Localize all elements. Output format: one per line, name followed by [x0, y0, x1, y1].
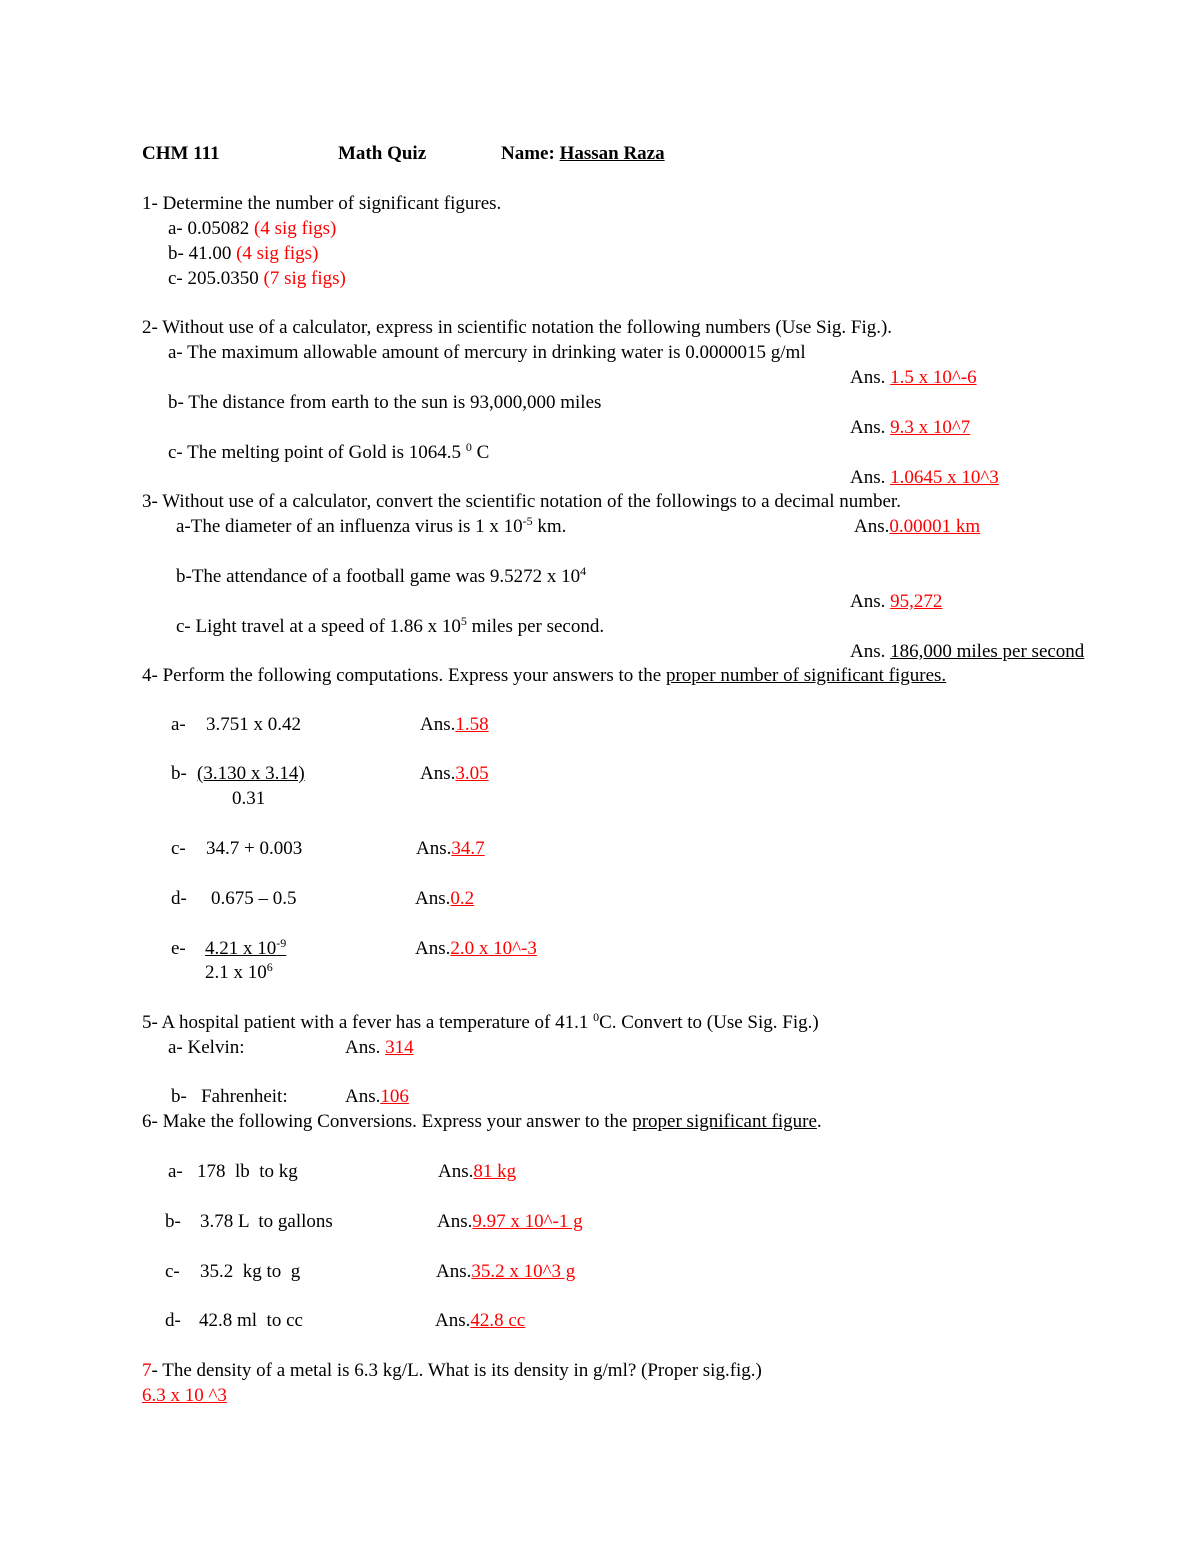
q2-c-text [168, 442, 489, 464]
ans-label: Ans. [345, 1037, 386, 1058]
q1-b-label: b- 41.00 [168, 243, 237, 264]
q3-c-answer [850, 641, 1084, 663]
q4-e-numerator [205, 938, 286, 960]
q2-c-answer [850, 467, 999, 489]
q4-a-value: 1.58 [455, 714, 489, 735]
q4-e-label: e- [171, 938, 186, 959]
q6-b-label: b- [165, 1211, 181, 1232]
q5-prompt [142, 1012, 819, 1034]
q3-c-text [176, 616, 604, 638]
q6-prompt-underlined: proper significant figure [632, 1111, 817, 1132]
q5-prompt-post: C. Convert to (Use Sig. Fig.) [599, 1012, 819, 1033]
q6-a-label: a- [168, 1161, 183, 1182]
q3-b-sup: 4 [580, 564, 587, 578]
q6-prompt [142, 1111, 822, 1133]
q4-e-value: 2.0 x 10^-3 [450, 938, 537, 959]
ans-label: Ans. [435, 1310, 471, 1331]
q2-b-value: 9.3 x 10^7 [890, 417, 971, 438]
q6-prompt-post: . [816, 1111, 822, 1132]
q4-d-label: d- [171, 888, 187, 909]
q4-c-answer [416, 838, 485, 860]
ans-label: Ans. [415, 938, 451, 959]
q6-d-label: d- [165, 1310, 181, 1331]
q6-b-answer [437, 1211, 583, 1233]
q1-a-answer: (4 sig figs) [254, 218, 337, 239]
q4-c-value: 34.7 [451, 838, 485, 859]
q7-prompt [142, 1360, 762, 1382]
q2-a-value: 1.5 x 10^-6 [890, 367, 977, 388]
q2-prompt: 2- Without use of a calculator, express in scientific notation the following numbers (Use Sig. Fig.). [142, 317, 893, 338]
ans-label: Ans. [850, 367, 891, 388]
q6-b-expr: 3.78 L to gallons [200, 1211, 333, 1232]
ans-label: Ans. [850, 467, 891, 488]
ans-label: Ans. [438, 1161, 474, 1182]
quiz-title: Math Quiz [338, 143, 427, 164]
q3-c-sup: 5 [460, 614, 467, 628]
q7-prompt-text: - The density of a metal is 6.3 kg/L. What is its density in g/ml? (Proper sig.fig.) [151, 1360, 762, 1381]
q3-b-answer [850, 591, 942, 613]
q4-d-value: 0.2 [450, 888, 475, 909]
q6-c-label: c- [165, 1261, 180, 1282]
q4-e-answer [415, 938, 537, 960]
q3-c-unit: miles per second. [466, 616, 605, 637]
q2-c-main: c- The melting point of Gold is 1064.5 [168, 442, 466, 463]
ans-label: Ans. [436, 1261, 472, 1282]
q3-b-value: 95,272 [890, 591, 943, 612]
q6-a-value: 81 kg [473, 1161, 517, 1182]
q4-b-value: 3.05 [455, 763, 489, 784]
q1-prompt: 1- Determine the number of significant figures. [142, 193, 502, 214]
ans-label: Ans. [420, 763, 456, 784]
q3-a-answer [854, 516, 980, 538]
ans-label: Ans. [415, 888, 451, 909]
q2-a-answer [850, 367, 977, 389]
ans-label: Ans. [850, 641, 891, 662]
q2-c-sup: 0 [465, 440, 472, 454]
q3-a-main: a-The diameter of an influenza virus is 1 x 10 [176, 516, 523, 537]
q6-c-expr: 35.2 kg to g [200, 1261, 301, 1282]
q4-e-denominator [205, 962, 273, 984]
q5-a-answer [345, 1037, 414, 1059]
q4-e-num-sup: -9 [276, 936, 287, 950]
q6-d-answer [435, 1310, 525, 1332]
q3-c-value: 186,000 miles per second [890, 641, 1085, 662]
q1-item-b [168, 243, 318, 265]
q5-a-value: 314 [385, 1037, 414, 1058]
q5-b-answer [345, 1086, 409, 1108]
q1-item-c [168, 268, 346, 290]
ans-label: Ans. [437, 1211, 473, 1232]
ans-label: Ans. [416, 838, 452, 859]
q3-b-text [176, 566, 586, 588]
q3-prompt: 3- Without use of a calculator, convert the scientific notation of the followings to a decimal number. [142, 491, 901, 512]
q3-a-sup: -5 [522, 514, 533, 528]
q4-a-label: a- [171, 714, 186, 735]
q5-b-value: 106 [380, 1086, 409, 1107]
q4-c-expr: 34.7 + 0.003 [206, 838, 303, 859]
q4-b-denominator: 0.31 [232, 788, 266, 809]
q7-number: 7 [142, 1360, 152, 1381]
q3-b-main: b-The attendance of a football game was 9.5272 x 10 [176, 566, 581, 587]
q1-item-a [168, 218, 336, 240]
student-name: Hassan Raza [559, 143, 665, 164]
q1-c-answer: (7 sig figs) [263, 268, 346, 289]
q6-d-expr: 42.8 ml to cc [199, 1310, 303, 1331]
q4-a-answer [420, 714, 489, 736]
q4-b-answer [420, 763, 489, 785]
q6-c-value: 35.2 x 10^3 g [471, 1261, 576, 1282]
q2-b-answer [850, 417, 970, 439]
q4-d-expr: 0.675 – 0.5 [211, 888, 297, 909]
q5-b-label: b- Fahrenheit: [171, 1086, 288, 1107]
q4-c-label: c- [171, 838, 186, 859]
ans-label: Ans. [850, 591, 891, 612]
q4-prompt-underlined: proper number of significant figures. [665, 665, 947, 686]
q3-c-main: c- Light travel at a speed of 1.86 x 10 [176, 616, 461, 637]
q6-prompt-text: 6- Make the following Conversions. Express your answer to the [142, 1111, 633, 1132]
q2-b-text: b- The distance from earth to the sun is 93,000,000 miles [168, 392, 602, 413]
name-label [501, 143, 665, 165]
q5-prompt-main: 5- A hospital patient with a fever has a temperature of 41.1 [142, 1012, 594, 1033]
q2-c-unit: C [471, 442, 490, 463]
q1-a-label: a- 0.05082 [168, 218, 255, 239]
q4-prompt [142, 665, 946, 687]
q5-a-label: a- Kelvin: [168, 1037, 245, 1058]
q6-a-answer [438, 1161, 516, 1183]
q4-e-num-main: 4.21 x 10 [205, 938, 277, 959]
q4-d-answer [415, 888, 474, 910]
q3-a-text [176, 516, 566, 538]
q4-a-expr: 3.751 x 0.42 [206, 714, 301, 735]
q4-b-label: b- [171, 763, 187, 784]
ans-label: Ans. [345, 1086, 381, 1107]
q2-a-text: a- The maximum allowable amount of mercury in drinking water is 0.0000015 g/ml [168, 342, 806, 363]
q7-answer: 6.3 x 10 ^3 [142, 1385, 227, 1406]
q4-b-numerator: (3.130 x 3.14) [197, 763, 305, 784]
q6-d-value: 42.8 cc [470, 1310, 526, 1331]
q4-e-den-sup: 6 [266, 960, 273, 974]
q2-c-value: 1.0645 x 10^3 [890, 467, 999, 488]
ans-label: Ans. [420, 714, 456, 735]
q1-b-answer: (4 sig figs) [236, 243, 319, 264]
q3-a-unit: km. [532, 516, 567, 537]
course-code: CHM 111 [142, 143, 220, 164]
q3-a-value: 0.00001 km [889, 516, 981, 537]
q5-prompt-sup: 0 [593, 1010, 600, 1024]
q6-b-value: 9.97 x 10^-1 g [472, 1211, 583, 1232]
q4-e-den-main: 2.1 x 10 [205, 962, 267, 983]
q1-c-label: c- 205.0350 [168, 268, 264, 289]
q6-c-answer [436, 1261, 575, 1283]
q4-prompt-text: 4- Perform the following computations. Express your answers to the [142, 665, 666, 686]
ans-label: Ans. [850, 417, 891, 438]
name-label-text: Name: [501, 143, 555, 164]
q6-a-expr: 178 lb to kg [197, 1161, 298, 1182]
ans-label: Ans. [854, 516, 890, 537]
